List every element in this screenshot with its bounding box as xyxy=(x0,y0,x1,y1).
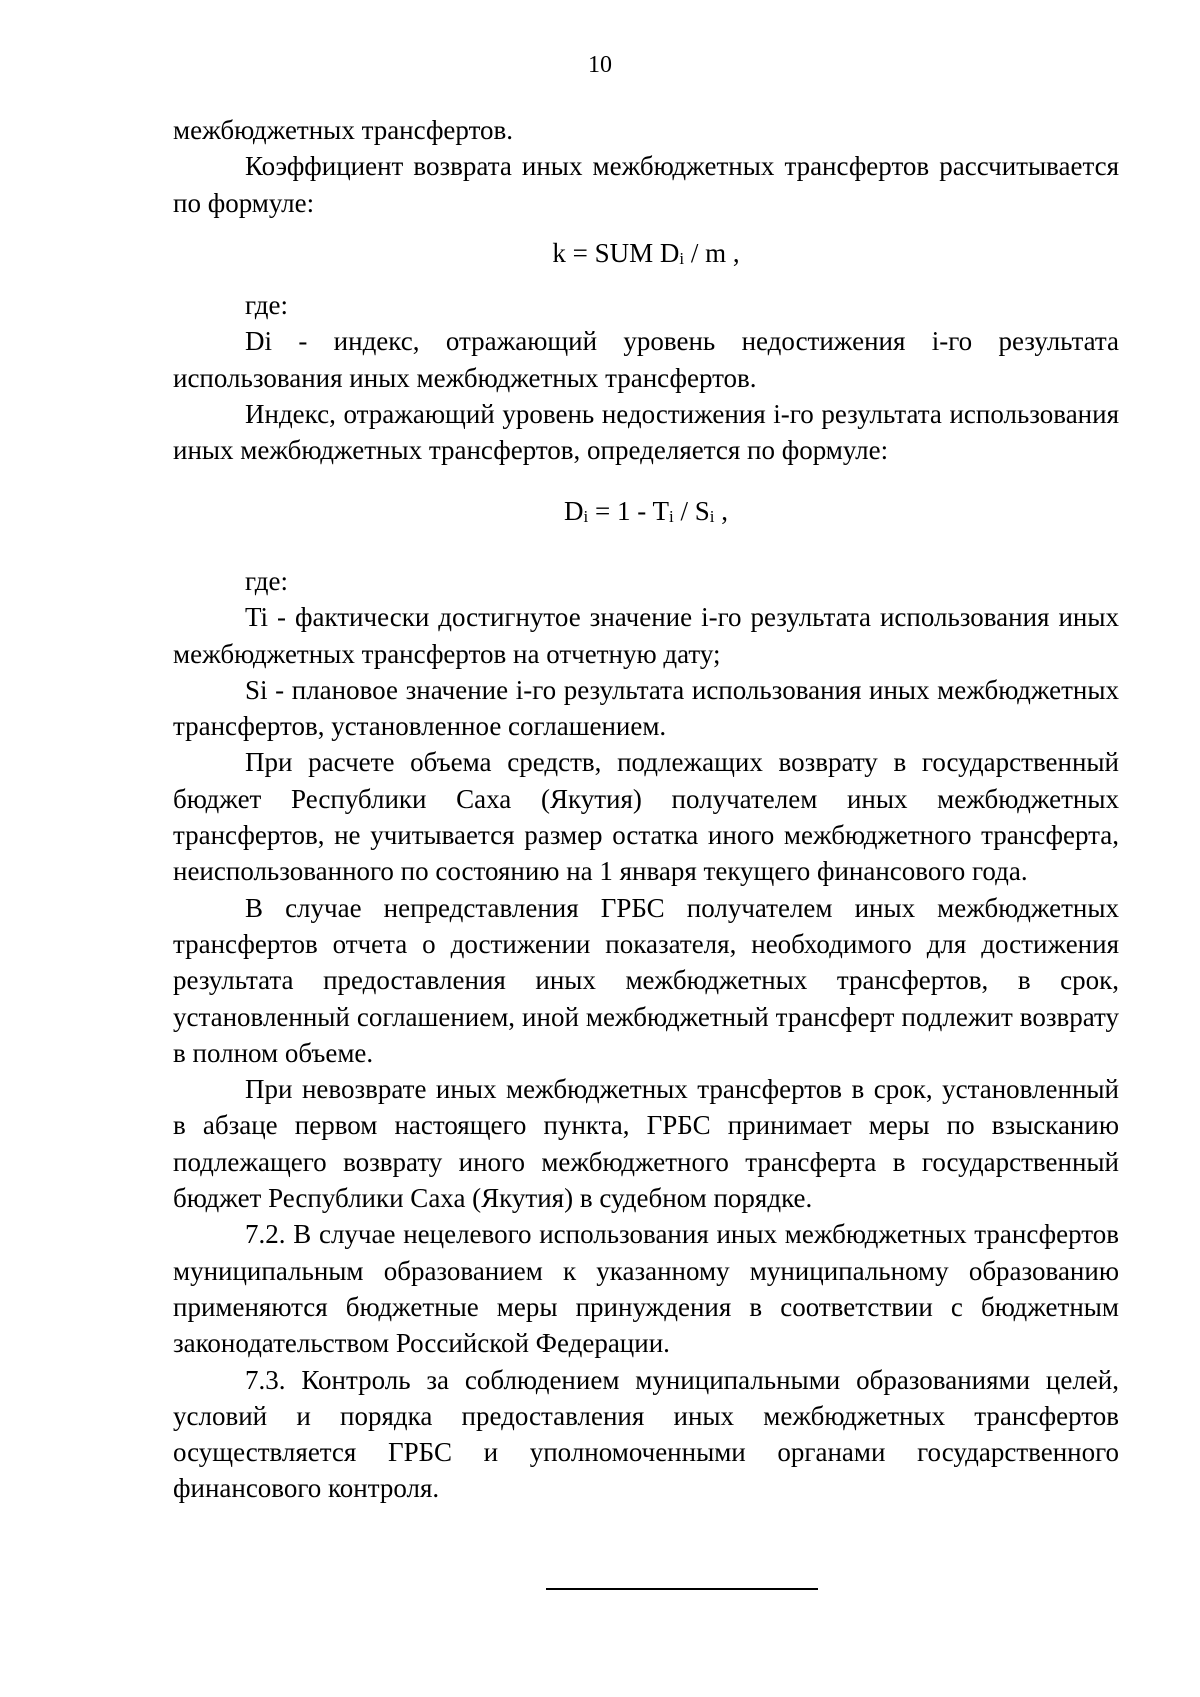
paragraph-continuation: межбюджетных трансфертов. xyxy=(173,115,514,145)
formula-k xyxy=(173,235,1119,277)
paragraph-where-2: где: xyxy=(245,565,288,596)
formula-di-a-sub: i xyxy=(583,506,589,526)
formula-k-rhs: / m , xyxy=(684,237,740,268)
formula-k-subscript: i xyxy=(679,248,685,268)
paragraph-non-return: При невозврате иных межбюджетных трансфертов в срок, установленный в абзаце первом настоящего пункта, ГРБС принимает меры по взысканию подлежащего возврату иного межбюджетного трансферта в государственный бюджет Республики Саха (Якутия) в судебном порядке. xyxy=(173,1074,1119,1214)
formula-di-d: , xyxy=(714,495,728,526)
paragraph-index-intro: Индекс, отражающий уровень недостижения i-го результата использования иных межбюджетных трансфертов, определяется по формуле: xyxy=(173,399,1119,466)
paragraph-where-1: где: xyxy=(245,290,288,321)
formula-di xyxy=(173,493,1119,535)
paragraph-coefficient-intro: Коэффициент возврата иных межбюджетных трансфертов рассчитывается по формуле: xyxy=(173,151,1119,218)
paragraph-di-definition: Di - индекс, отражающий уровень недостижения i-го результата использования иных межбюджетных трансфертов. xyxy=(173,326,1119,393)
paragraph-si-definition: Si - плановое значение i-го результата использования иных межбюджетных трансфертов, установленное соглашением. xyxy=(173,674,1119,742)
paragraph-balance-note: При расчете объема средств, подлежащих возврату в государственный бюджет Республики Саха (Якутия) получателем иных межбюджетных трансфертов, не учитывается размер остатка иного межбюджетного трансферта, неиспользованного по состоянию на 1 января текущего финансового года. xyxy=(173,747,1119,887)
paragraph-7-3: 7.3. Контроль за соблюдением муниципальными образованиями целей, условий и порядка предоставления иных межбюджетных трансфертов осуществляется ГРБС и уполномоченными органами государственного финансового контроля. xyxy=(173,1364,1119,1504)
formula-di-a: D xyxy=(564,495,584,526)
formula-di-c-sub: i xyxy=(709,506,715,526)
document-body xyxy=(173,112,1119,1507)
formula-di-b-sub: i xyxy=(668,506,674,526)
formula-di-b: = 1 - T xyxy=(588,495,669,526)
page-number: 10 xyxy=(588,52,612,78)
paragraph-ti-definition: Ti - фактически достигнутое значение i-го результата использования иных межбюджетных трансфертов на отчетную дату; xyxy=(173,602,1119,669)
end-divider-line xyxy=(546,1588,818,1590)
formula-di-c: / S xyxy=(673,495,710,526)
paragraph-7-2: 7.2. В случае нецелевого использования иных межбюджетных трансфертов муниципальным образованием к указанному муниципальному образованию применяются бюджетные меры принуждения в соответствии с бюджетным законодательством Российской Федерации. xyxy=(173,1219,1119,1359)
paragraph-report-failure: В случае непредставления ГРБС получателем иных межбюджетных трансфертов отчета о достижении показателя, необходимого для достижения результата предоставления иных межбюджетных трансфертов, в срок, установленный соглашением, иной межбюджетный трансферт подлежит возврату в полном объеме. xyxy=(173,892,1119,1068)
formula-k-lhs: k = SUM D xyxy=(552,237,680,268)
